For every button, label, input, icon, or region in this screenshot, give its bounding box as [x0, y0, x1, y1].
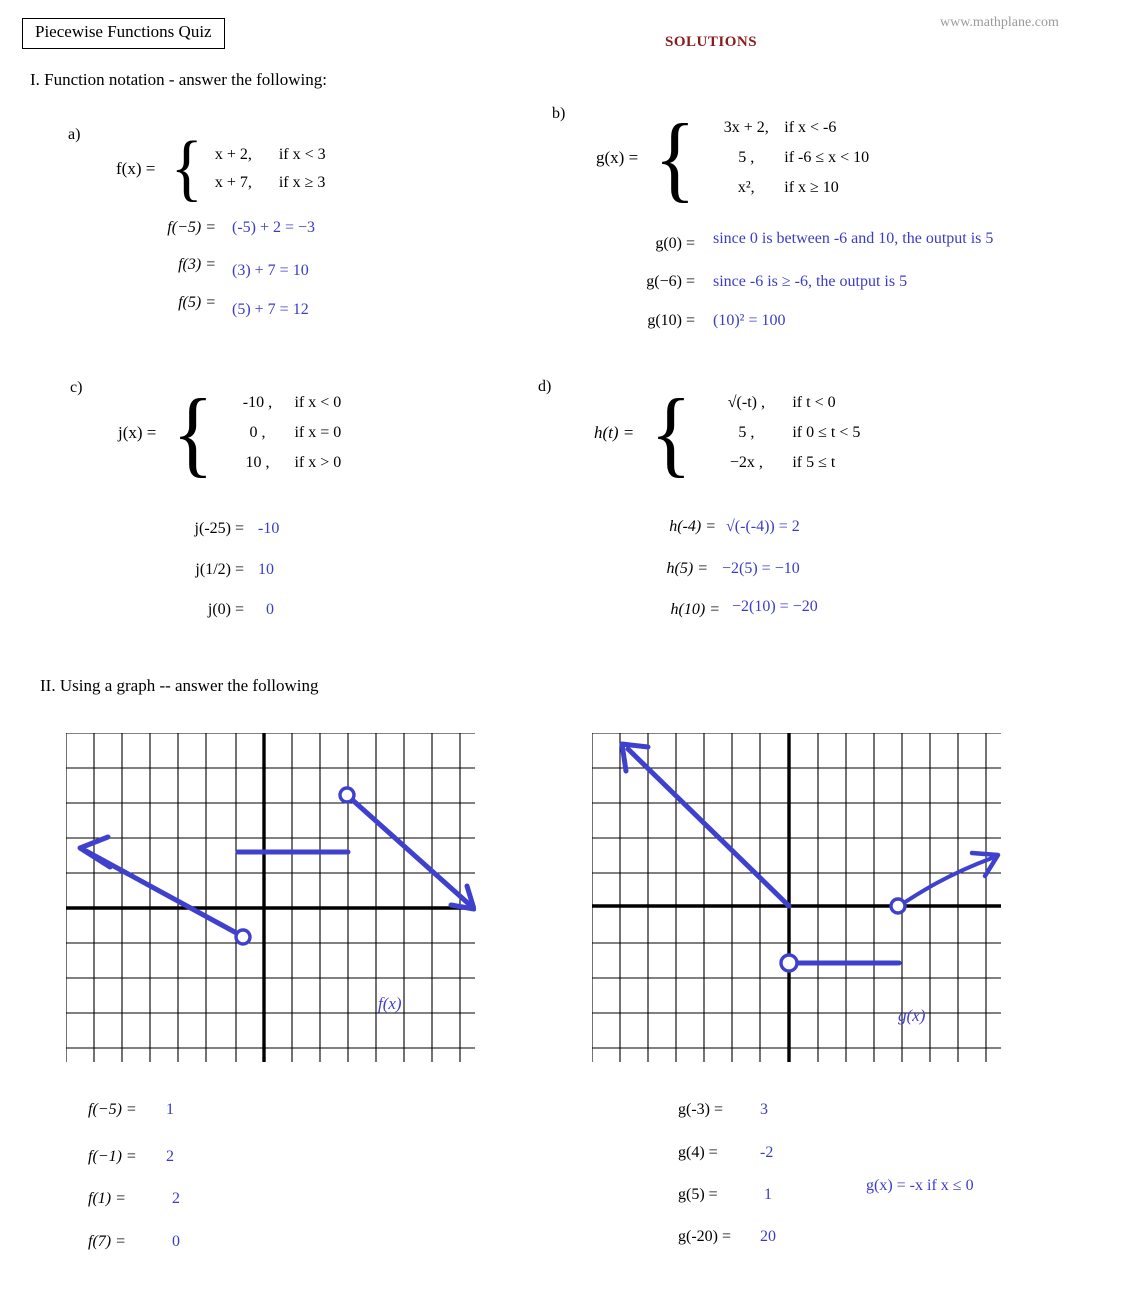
case-expression: −2x , — [729, 454, 763, 471]
graph-g-note: g(x) = -x if x ≤ 0 — [866, 1177, 974, 1194]
answer-value: 2 — [166, 1148, 174, 1165]
eval-row — [646, 598, 818, 619]
eval-row — [646, 518, 800, 536]
graph-f-svg — [66, 733, 476, 1063]
section-two-heading: II. Using a graph -- answer the following — [40, 676, 319, 695]
case-expression: 10 , — [245, 454, 270, 471]
solutions-label: SOLUTIONS — [665, 34, 758, 50]
answer-lhs: f(7) = — [88, 1233, 126, 1250]
graph-f-answer-row — [88, 1190, 180, 1208]
brace-icon: { — [650, 379, 693, 487]
eval-answer: (5) + 7 = 12 — [232, 301, 309, 318]
open-circle — [340, 788, 354, 802]
eval-row — [144, 256, 309, 279]
eval-row — [144, 219, 315, 237]
function-name-a: f(x) = — [116, 158, 156, 178]
graph-g-answer-row — [678, 1186, 772, 1204]
case-expression: -10 , — [242, 394, 273, 411]
eval-row — [170, 520, 279, 538]
eval-answer: since -6 is ≥ -6, the output is 5 — [713, 273, 908, 290]
case-row — [704, 394, 860, 412]
answer-value: 20 — [760, 1228, 776, 1245]
answer-lhs: g(5) = — [678, 1186, 718, 1203]
eval-row — [646, 560, 800, 578]
case-condition: if x > 0 — [294, 454, 342, 471]
answer-lhs: g(-20) = — [678, 1228, 732, 1245]
case-expression: √(-t) , — [727, 394, 765, 411]
eval-row — [627, 230, 994, 253]
eval-lhs: g(10) = — [647, 312, 695, 329]
answer-lhs: g(4) = — [678, 1144, 718, 1161]
open-circle — [236, 930, 250, 944]
case-row — [704, 424, 860, 442]
eval-answer: 10 — [258, 561, 274, 578]
problem-letter-a: a) — [68, 126, 81, 143]
answer-lhs: g(-3) = — [678, 1101, 724, 1118]
function-curve-f — [80, 796, 474, 936]
answer-value: 1 — [764, 1186, 772, 1203]
brace-icon: { — [171, 127, 204, 209]
case-row — [226, 454, 341, 472]
case-expression: 5 , — [738, 424, 755, 441]
case-expression: x², — [737, 179, 755, 196]
case-condition: if 5 ≤ t — [792, 454, 836, 471]
case-row — [226, 424, 341, 442]
grid-lines — [66, 733, 475, 1062]
graph-g — [592, 733, 1002, 1063]
eval-lhs: j(1/2) = — [195, 561, 244, 578]
case-row — [708, 119, 869, 137]
eval-row — [627, 312, 785, 330]
eval-row — [627, 273, 907, 291]
brace-icon: { — [654, 104, 696, 212]
graph-g-answer-row — [678, 1101, 768, 1119]
function-name-d: h(t) = — [594, 423, 635, 442]
page-title: Piecewise Functions Quiz — [35, 22, 212, 41]
eval-lhs: h(10) = — [670, 601, 720, 618]
eval-answer: since 0 is between -6 and 10, the output is 5 — [713, 230, 994, 247]
answer-value: 0 — [172, 1233, 180, 1250]
case-condition: if x < 0 — [294, 394, 342, 411]
answer-lhs: f(−1) = — [88, 1148, 137, 1165]
function-curve-g — [622, 744, 998, 963]
eval-lhs: h(-4) = — [669, 518, 716, 535]
eval-lhs: f(−5) = — [167, 219, 216, 236]
eval-answer: −2(10) = −20 — [732, 598, 818, 615]
answer-value: 1 — [166, 1101, 174, 1118]
case-row — [215, 146, 326, 164]
case-expression: 5 , — [738, 149, 755, 166]
graph-f-label: f(x) — [378, 994, 402, 1013]
piecewise-definition-c — [118, 379, 342, 487]
grid-lines — [592, 733, 1001, 1062]
graph-g-answer-row — [678, 1228, 776, 1246]
case-condition: if -6 ≤ x < 10 — [784, 149, 870, 166]
case-expression: x + 2, — [214, 145, 252, 163]
answer-value: 2 — [172, 1190, 180, 1207]
case-row — [708, 179, 869, 197]
open-circle-markers — [781, 899, 905, 971]
problem-letter-d: d) — [538, 378, 552, 395]
case-expression: x + 7, — [214, 173, 252, 191]
piecewise-definition-d — [594, 379, 861, 487]
problem-letter-c: c) — [70, 379, 83, 396]
eval-row — [144, 294, 309, 318]
problem-letter-b: b) — [552, 105, 566, 122]
eval-row — [170, 601, 274, 619]
eval-lhs: f(5) = — [178, 294, 216, 311]
eval-answer: (3) + 7 = 10 — [232, 262, 309, 279]
piecewise-definition-a — [116, 127, 326, 209]
eval-lhs: g(0) = — [655, 235, 695, 252]
answer-lhs: f(1) = — [88, 1190, 126, 1207]
piecewise-definition-b — [596, 104, 870, 212]
answer-value: 3 — [760, 1101, 768, 1118]
eval-answer: -10 — [258, 520, 280, 537]
open-circle-markers — [236, 788, 354, 944]
page-title-box — [22, 18, 225, 49]
graph-g-svg — [592, 733, 1002, 1063]
case-row — [704, 454, 860, 472]
section-one-heading: I. Function notation - answer the following: — [30, 70, 327, 89]
brace-icon: { — [172, 379, 215, 487]
graph-f — [66, 733, 476, 1063]
graph-f-answer-row — [88, 1148, 174, 1166]
case-expression: 3x + 2, — [723, 119, 769, 136]
eval-lhs: h(5) = — [666, 560, 708, 577]
open-circle — [781, 955, 797, 971]
graph-g-answer-row — [678, 1144, 773, 1162]
eval-row — [170, 561, 274, 579]
case-condition: if t < 0 — [792, 394, 836, 411]
graph-f-answer-row — [88, 1101, 174, 1119]
eval-answer: (10)² = 100 — [713, 312, 786, 329]
case-row — [215, 174, 326, 192]
answer-value: -2 — [760, 1144, 774, 1161]
case-condition: if x ≥ 3 — [278, 173, 326, 191]
case-condition: if x ≥ 10 — [784, 179, 839, 196]
open-circle — [891, 899, 905, 913]
eval-lhs: j(-25) = — [194, 520, 244, 537]
case-condition: if x < -6 — [784, 119, 837, 136]
function-name-c: j(x) = — [118, 423, 157, 442]
eval-lhs: j(0) = — [207, 601, 244, 618]
eval-answer: −2(5) = −10 — [722, 560, 800, 577]
eval-answer: 0 — [266, 601, 274, 618]
eval-answer: √(-(-4)) = 2 — [726, 518, 800, 535]
eval-answer: (-5) + 2 = −3 — [232, 219, 316, 236]
case-expression: 0 , — [249, 424, 266, 441]
answer-lhs: f(−5) = — [88, 1101, 137, 1118]
case-condition: if x < 3 — [278, 145, 326, 163]
site-url-watermark: www.mathplane.com — [940, 15, 1059, 30]
case-row — [226, 394, 341, 412]
case-condition: if x = 0 — [294, 424, 342, 441]
function-name-b: g(x) = — [596, 148, 639, 167]
case-row — [708, 149, 869, 167]
case-condition: if 0 ≤ t < 5 — [792, 424, 861, 441]
eval-lhs: f(3) = — [178, 256, 216, 273]
graph-g-label: g(x) — [898, 1006, 926, 1025]
graph-f-answer-row — [88, 1233, 180, 1251]
eval-lhs: g(−6) = — [646, 273, 695, 290]
